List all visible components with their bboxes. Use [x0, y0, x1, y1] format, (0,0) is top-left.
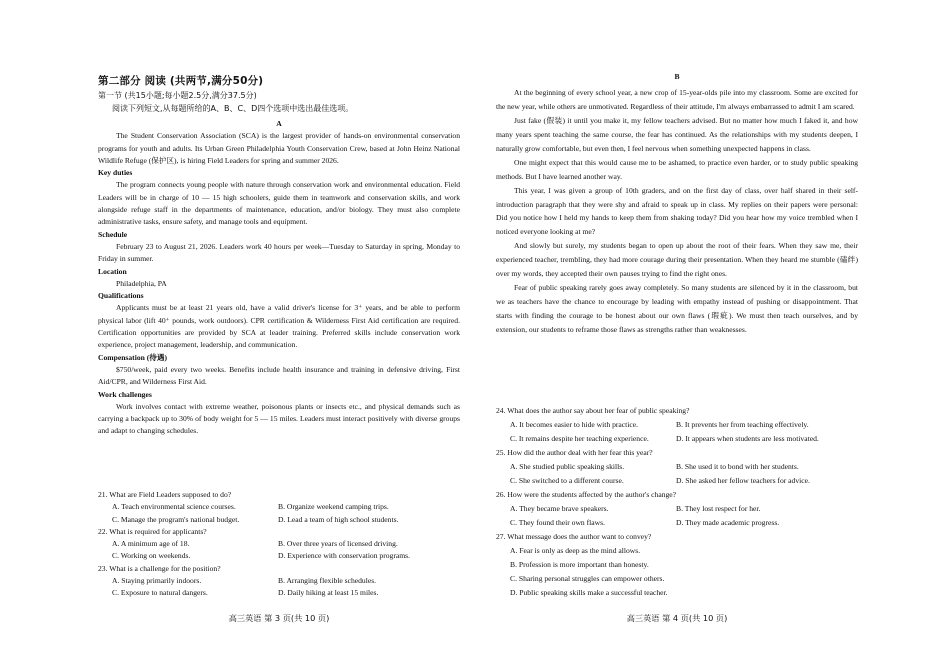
option[interactable]: B. Arranging flexible schedules.: [278, 576, 377, 586]
instruction: 阅读下列短文,从每题所给的A、B、C、D四个选项中选出最佳选项。: [112, 104, 354, 113]
option[interactable]: A. Fear is only as deep as the mind allows.: [510, 546, 641, 555]
option[interactable]: C. It remains despite her teaching experience.: [510, 434, 649, 443]
paragraph: Fear of public speaking rarely goes away completely. So many students are silenced by it in the classroom, but we as teachers have the chance to encourage by leading with empathy instead of pushing or disappointment. That starts with finding the courage to be honest about our own flaws (瑕疵). We must then teach ourselves, and by extension, our students to reframe those flaws as strengths rather than weaknesses.: [496, 282, 858, 334]
passage-b-label: B: [674, 72, 680, 81]
question-stem: 27. What message does the author want to convey?: [496, 532, 652, 541]
question-stem: 26. How were the students affected by the author's change?: [496, 490, 677, 499]
page-footer: 高三英语 第 4 页(共 10 页): [626, 613, 728, 623]
option[interactable]: A. They became brave speakers.: [510, 504, 609, 513]
option[interactable]: A. It becomes easier to hide with practice.: [510, 420, 638, 429]
option[interactable]: D. Experience with conservation programs.: [278, 551, 411, 561]
section-body: Applicants must be at least 21 years old, have a valid driver's license for 3⁺ years, and be able to perform physical labor (lift 40⁺ pounds, work outdoors). CPR certification & Wilderness First Aid certification are required. Certification opportunities are provided by SCA at leader training. Preferred skills include conservation work experience, project management, leadership, and communication.: [98, 303, 460, 350]
option[interactable]: A. Staying primarily indoors.: [112, 576, 202, 586]
paragraph: This year, I was given a group of 10th graders, and on the first day of class, over half shared in their self-introduction paragraph that they were shy and afraid to speak up in class. My replies on their papers were personal: Did you notice how I held my hands to keep them from shaking today? Did you hear how my voice trembled when I noticed everyone looking at me?: [496, 185, 858, 237]
option[interactable]: C. Working on weekends.: [112, 551, 191, 561]
option[interactable]: D. Lead a team of high school students.: [278, 514, 399, 524]
paragraph: At the beginning of every school year, a new crop of 15-year-olds pile into my classroom. Some are excited for the new year, while others are unmotivated. Regardless of their attitude, I'm always embarrassed to admit I am scared.: [496, 88, 858, 112]
section-title: 第二部分 阅读 (共两节,满分50分): [98, 75, 264, 87]
option[interactable]: B. Profession is more important than honesty.: [510, 560, 649, 569]
option[interactable]: C. Manage the program's national budget.: [112, 514, 240, 524]
option[interactable]: D. Public speaking skills make a successful teacher.: [510, 588, 668, 597]
section-heading: Qualifications: [98, 291, 144, 301]
section-heading: Schedule: [98, 229, 128, 239]
option[interactable]: C. She switched to a different course.: [510, 476, 624, 485]
part-one-heading: 第一节 (共15小题;每小题2.5分,满分37.5分): [98, 91, 257, 100]
right-page: [496, 0, 858, 672]
passage-a-intro: The Student Conservation Association (SCA) is the largest provider of hands-on environmental conservation programs for youth and adults. Its Urban Green Philadelphia Youth Conservation Crew, based at John Heinz National Wildlife Refuge (保护区), is hiring Field Leaders for spring and summer 2026.: [98, 131, 460, 165]
option[interactable]: D. She asked her fellow teachers for advice.: [676, 476, 810, 485]
option[interactable]: A. She studied public speaking skills.: [510, 462, 625, 471]
section-body: February 23 to August 21, 2026. Leaders work 40 hours per week—Tuesday to Saturday in spring, Monday to Friday in summer.: [98, 241, 460, 264]
option[interactable]: B. Over three years of licensed driving.: [278, 539, 398, 549]
section-heading: Location: [98, 266, 127, 276]
passage-a-label: A: [276, 119, 282, 128]
option[interactable]: B. She used it to bond with her students.: [676, 462, 799, 471]
option[interactable]: D. It appears when students are less motivated.: [676, 434, 819, 443]
section-heading: Compensation (待遇): [98, 352, 167, 362]
section-body: $750/week, paid every two weeks. Benefits include health insurance and training in defensive driving, First Aid/CPR, and Wilderness First Aid.: [98, 364, 460, 387]
option[interactable]: C. Sharing personal struggles can empower others.: [510, 574, 665, 583]
paragraph: One might expect that this would cause me to be ashamed, to practice even harder, or to study public speaking methods. But I have learned another way.: [496, 157, 858, 181]
option[interactable]: A. Teach environmental science courses.: [112, 502, 236, 512]
question-stem: 23. What is a challenge for the position?: [98, 563, 221, 573]
passage-a: [98, 118, 460, 438]
paragraph: Just fake (假装) it until you make it, my fellow teachers advised. But no matter how much I faked it, and how many years spent teaching the same course, the fear has continued. As the relationships with my students deepen, I naturally grow comfortable, but even then, I feel nervous when something unexpected happens in class.: [496, 116, 858, 153]
section-body: Work involves contact with extreme weather, poisonous plants or insects etc., and physical demands such as carrying a backpack up to 30% of body weight for 5 — 15 miles. Leaders must interact positively with diverse groups and adapt to changing schedules.: [98, 401, 460, 436]
option[interactable]: C. Exposure to natural dangers.: [112, 588, 208, 598]
option[interactable]: B. They lost respect for her.: [676, 504, 761, 513]
questions-24-27: [496, 404, 858, 600]
option[interactable]: A. A minimum age of 18.: [112, 539, 190, 549]
question-stem: 25. How did the author deal with her fear this year?: [496, 448, 653, 457]
section-body: Philadelphia, PA: [116, 278, 167, 288]
question-stem: 22. What is required for applicants?: [98, 526, 207, 536]
passage-b: [496, 71, 858, 337]
page-footer: 高三英语 第 3 页(共 10 页): [228, 613, 330, 623]
option[interactable]: B. It prevents her from teaching effectively.: [676, 420, 809, 429]
option[interactable]: C. They found their own flaws.: [510, 518, 605, 527]
left-page: [98, 0, 460, 672]
section-heading: Work challenges: [98, 389, 152, 399]
section-heading: Key duties: [98, 168, 133, 178]
paragraph: And slowly but surely, my students began to open up about the root of their fears. When they saw me, their experienced teacher, trembling, they had more courage during their presentation. When they heard me stumble (磕绊) over my words, they accepted their own pauses trying to find the right ones.: [496, 241, 858, 279]
option[interactable]: B. Organize weekend camping trips.: [278, 502, 389, 512]
section-body: The program connects young people with nature through conservation work and environmental education. Field Leaders will be in charge of 10 — 15 high schoolers, guide them in teamwork and conservation skills, and work alongside refuge staff in the departments of maintenance, education, and/or biology. They must also complete administrative tasks, ensure safety, and manage tools and equipment.: [98, 180, 460, 227]
question-stem: 21. What are Field Leaders supposed to do?: [98, 490, 232, 499]
questions-21-23: [98, 489, 460, 600]
option[interactable]: D. Daily hiking at least 15 miles.: [278, 588, 379, 598]
option[interactable]: D. They made academic progress.: [676, 518, 780, 527]
question-stem: 24. What does the author say about her fear of public speaking?: [496, 406, 690, 415]
